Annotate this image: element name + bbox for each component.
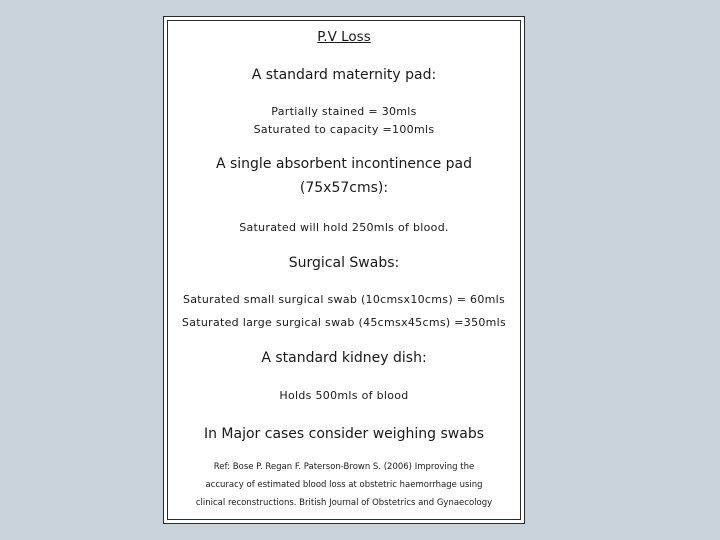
surgical-swabs-line-2: Saturated large surgical swab (45cmsx45cms) =350mls (181, 316, 507, 329)
page-title: P.V Loss (317, 29, 371, 45)
maternity-pad-line-1: Partially stained = 30mls (271, 105, 417, 118)
maternity-pad-heading: A standard maternity pad: (251, 67, 437, 83)
kidney-dish-line-1: Holds 500mls of blood (279, 389, 409, 402)
reference-line-3: clinical reconstructions. British Journal of Obstetrics and Gynaecology (195, 498, 493, 508)
major-cases-note: In Major cases consider weighing swabs (203, 426, 485, 442)
kidney-dish-heading: A standard kidney dish: (261, 350, 427, 366)
incontinence-pad-heading-1: A single absorbent incontinence pad (215, 156, 473, 172)
maternity-pad-line-2: Saturated to capacity =100mls (253, 123, 435, 136)
surgical-swabs-line-1: Saturated small surgical swab (10cmsx10cms) = 60mls (182, 293, 506, 306)
reference-block (164, 458, 524, 512)
incontinence-pad-line-1: Saturated will hold 250mls of blood. (239, 221, 449, 234)
reference-line-2: accuracy of estimated blood loss at obstetric haemorrhage using (205, 480, 483, 490)
incontinence-pad-heading-2: (75x57cms): (299, 180, 389, 196)
info-card (163, 16, 525, 524)
surgical-swabs-heading: Surgical Swabs: (288, 255, 400, 271)
reference-line-1: Ref: Bose P. Regan F. Paterson-Brown S. (2006) Improving the (213, 462, 475, 472)
